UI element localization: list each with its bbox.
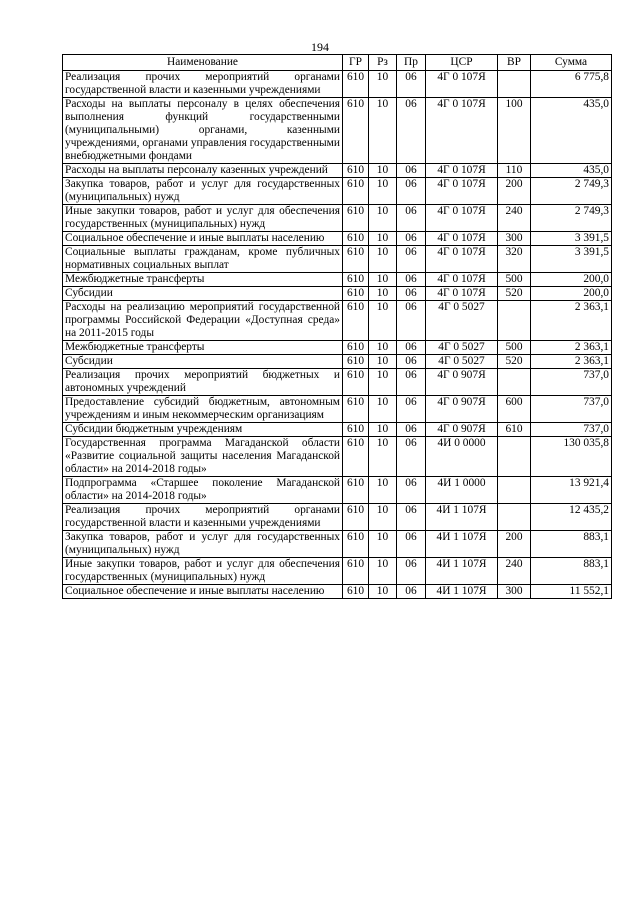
cell-sum: 130 035,8	[531, 437, 612, 477]
table-row	[63, 504, 612, 531]
cell-csr: 4Г 0 107Я	[426, 287, 498, 301]
cell-vr: 200	[498, 531, 531, 558]
cell-name: Межбюджетные трансферты	[63, 273, 343, 287]
cell-rz: 10	[369, 504, 397, 531]
cell-sum: 200,0	[531, 273, 612, 287]
cell-pr: 06	[397, 504, 426, 531]
cell-name: Государственная программа Магаданской области «Развитие социальной защиты населения Магаданской области» на 2014-2018 годы»	[63, 437, 343, 477]
cell-csr: 4Г 0 107Я	[426, 71, 498, 98]
table-row	[63, 355, 612, 369]
cell-rz: 10	[369, 301, 397, 341]
cell-pr: 06	[397, 273, 426, 287]
cell-rz: 10	[369, 558, 397, 585]
table-row	[63, 246, 612, 273]
cell-vr: 100	[498, 98, 531, 164]
cell-name: Закупка товаров, работ и услуг для государственных (муниципальных) нужд	[63, 531, 343, 558]
cell-name: Расходы на выплаты персоналу казенных учреждений	[63, 164, 343, 178]
cell-rz: 10	[369, 477, 397, 504]
cell-gr: 610	[343, 205, 369, 232]
cell-gr: 610	[343, 585, 369, 599]
cell-rz: 10	[369, 531, 397, 558]
header-csr: ЦСР	[426, 55, 498, 71]
cell-sum: 11 552,1	[531, 585, 612, 599]
cell-sum: 883,1	[531, 558, 612, 585]
table-row	[63, 178, 612, 205]
cell-csr: 4Г 0 107Я	[426, 246, 498, 273]
cell-pr: 06	[397, 531, 426, 558]
cell-gr: 610	[343, 341, 369, 355]
cell-gr: 610	[343, 355, 369, 369]
cell-sum: 2 363,1	[531, 341, 612, 355]
cell-vr: 240	[498, 558, 531, 585]
cell-vr	[498, 301, 531, 341]
cell-sum: 3 391,5	[531, 246, 612, 273]
cell-pr: 06	[397, 585, 426, 599]
cell-vr	[498, 71, 531, 98]
cell-gr: 610	[343, 246, 369, 273]
cell-gr: 610	[343, 232, 369, 246]
cell-name: Расходы на выплаты персоналу в целях обеспечения выполнения функций государственными (муниципальными) органами, казенными учреждениями, органами управления государственными внебюджетными фондами	[63, 98, 343, 164]
table-row	[63, 531, 612, 558]
cell-rz: 10	[369, 287, 397, 301]
table-row	[63, 164, 612, 178]
cell-name: Межбюджетные трансферты	[63, 341, 343, 355]
cell-csr: 4И 1 0000	[426, 477, 498, 504]
cell-csr: 4Г 0 107Я	[426, 178, 498, 205]
cell-rz: 10	[369, 355, 397, 369]
table-row	[63, 369, 612, 396]
cell-csr: 4И 1 107Я	[426, 531, 498, 558]
cell-gr: 610	[343, 287, 369, 301]
cell-name: Субсидии	[63, 355, 343, 369]
cell-sum: 2 363,1	[531, 301, 612, 341]
cell-pr: 06	[397, 355, 426, 369]
header-pr: Пр	[397, 55, 426, 71]
table-row	[63, 71, 612, 98]
table-row	[63, 396, 612, 423]
cell-name: Расходы на реализацию мероприятий государственной программы Российской Федерации «Доступная среда» на 2011-2015 годы	[63, 301, 343, 341]
cell-pr: 06	[397, 396, 426, 423]
header-name: Наименование	[63, 55, 343, 71]
table-row	[63, 423, 612, 437]
cell-rz: 10	[369, 369, 397, 396]
cell-vr: 240	[498, 205, 531, 232]
cell-csr: 4И 1 107Я	[426, 558, 498, 585]
table-row	[63, 287, 612, 301]
table-row	[63, 301, 612, 341]
cell-sum: 435,0	[531, 98, 612, 164]
cell-gr: 610	[343, 178, 369, 205]
table-row	[63, 437, 612, 477]
cell-rz: 10	[369, 396, 397, 423]
cell-gr: 610	[343, 273, 369, 287]
cell-name: Предоставление субсидий бюджетным, автономным учреждениям и иным некоммерческим организациям	[63, 396, 343, 423]
cell-pr: 06	[397, 423, 426, 437]
cell-sum: 6 775,8	[531, 71, 612, 98]
cell-vr: 500	[498, 273, 531, 287]
cell-pr: 06	[397, 437, 426, 477]
cell-csr: 4Г 0 107Я	[426, 164, 498, 178]
header-sum: Сумма	[531, 55, 612, 71]
cell-sum: 2 749,3	[531, 178, 612, 205]
cell-sum: 737,0	[531, 369, 612, 396]
table-row	[63, 477, 612, 504]
page-number: 194	[311, 40, 329, 54]
cell-vr: 110	[498, 164, 531, 178]
cell-gr: 610	[343, 396, 369, 423]
cell-pr: 06	[397, 301, 426, 341]
cell-gr: 610	[343, 164, 369, 178]
cell-rz: 10	[369, 437, 397, 477]
cell-name: Реализация прочих мероприятий бюджетных и автономных учреждений	[63, 369, 343, 396]
cell-vr: 610	[498, 423, 531, 437]
cell-csr: 4Г 0 107Я	[426, 205, 498, 232]
cell-csr: 4Г 0 5027	[426, 355, 498, 369]
cell-vr	[498, 369, 531, 396]
cell-vr: 300	[498, 232, 531, 246]
table-row	[63, 341, 612, 355]
cell-pr: 06	[397, 164, 426, 178]
cell-rz: 10	[369, 423, 397, 437]
cell-name: Подпрограмма «Старшее поколение Магаданской области» на 2014-2018 годы»	[63, 477, 343, 504]
cell-rz: 10	[369, 246, 397, 273]
cell-sum: 200,0	[531, 287, 612, 301]
cell-rz: 10	[369, 273, 397, 287]
cell-name: Субсидии	[63, 287, 343, 301]
table-row	[63, 232, 612, 246]
cell-csr: 4Г 0 5027	[426, 301, 498, 341]
table-row	[63, 205, 612, 232]
cell-rz: 10	[369, 232, 397, 246]
cell-name: Социальное обеспечение и иные выплаты населению	[63, 232, 343, 246]
cell-pr: 06	[397, 232, 426, 246]
cell-pr: 06	[397, 369, 426, 396]
cell-csr: 4Г 0 907Я	[426, 423, 498, 437]
cell-name: Иные закупки товаров, работ и услуг для обеспечения государственных (муниципальных) нужд	[63, 558, 343, 585]
cell-name: Реализация прочих мероприятий органами государственной власти и казенными учреждениями	[63, 71, 343, 98]
cell-sum: 13 921,4	[531, 477, 612, 504]
cell-pr: 06	[397, 71, 426, 98]
table-row	[63, 273, 612, 287]
cell-csr: 4Г 0 107Я	[426, 98, 498, 164]
cell-sum: 737,0	[531, 396, 612, 423]
cell-csr: 4И 0 0000	[426, 437, 498, 477]
cell-vr	[498, 504, 531, 531]
cell-rz: 10	[369, 164, 397, 178]
cell-csr: 4Г 0 907Я	[426, 396, 498, 423]
cell-pr: 06	[397, 98, 426, 164]
cell-pr: 06	[397, 341, 426, 355]
cell-name: Субсидии бюджетным учреждениям	[63, 423, 343, 437]
cell-pr: 06	[397, 205, 426, 232]
table-row	[63, 98, 612, 164]
cell-name: Социальные выплаты гражданам, кроме публичных нормативных социальных выплат	[63, 246, 343, 273]
cell-sum: 2 749,3	[531, 205, 612, 232]
header-gr: ГР	[343, 55, 369, 71]
cell-csr: 4Г 0 107Я	[426, 273, 498, 287]
cell-sum: 737,0	[531, 423, 612, 437]
header-rz: Рз	[369, 55, 397, 71]
cell-name: Социальное обеспечение и иные выплаты населению	[63, 585, 343, 599]
cell-vr: 520	[498, 355, 531, 369]
cell-sum: 435,0	[531, 164, 612, 178]
cell-gr: 610	[343, 504, 369, 531]
cell-gr: 610	[343, 477, 369, 504]
budget-table	[62, 54, 612, 599]
cell-vr: 500	[498, 341, 531, 355]
table-row	[63, 585, 612, 599]
cell-gr: 610	[343, 369, 369, 396]
cell-rz: 10	[369, 585, 397, 599]
cell-sum: 2 363,1	[531, 355, 612, 369]
cell-pr: 06	[397, 477, 426, 504]
cell-vr: 520	[498, 287, 531, 301]
cell-csr: 4Г 0 107Я	[426, 232, 498, 246]
table-row	[63, 558, 612, 585]
cell-vr: 300	[498, 585, 531, 599]
cell-vr	[498, 437, 531, 477]
cell-vr: 200	[498, 178, 531, 205]
cell-name: Закупка товаров, работ и услуг для государственных (муниципальных) нужд	[63, 178, 343, 205]
cell-pr: 06	[397, 558, 426, 585]
cell-gr: 610	[343, 98, 369, 164]
cell-vr: 320	[498, 246, 531, 273]
table-header-row	[63, 55, 612, 71]
cell-gr: 610	[343, 437, 369, 477]
cell-csr: 4И 1 107Я	[426, 504, 498, 531]
cell-gr: 610	[343, 301, 369, 341]
cell-sum: 883,1	[531, 531, 612, 558]
cell-rz: 10	[369, 205, 397, 232]
cell-csr: 4Г 0 907Я	[426, 369, 498, 396]
cell-csr: 4Г 0 5027	[426, 341, 498, 355]
cell-rz: 10	[369, 178, 397, 205]
cell-rz: 10	[369, 98, 397, 164]
cell-gr: 610	[343, 71, 369, 98]
cell-rz: 10	[369, 341, 397, 355]
cell-sum: 12 435,2	[531, 504, 612, 531]
cell-sum: 3 391,5	[531, 232, 612, 246]
header-vr: ВР	[498, 55, 531, 71]
cell-vr	[498, 477, 531, 504]
cell-name: Иные закупки товаров, работ и услуг для обеспечения государственных (муниципальных) нужд	[63, 205, 343, 232]
cell-pr: 06	[397, 178, 426, 205]
cell-vr: 600	[498, 396, 531, 423]
cell-name: Реализация прочих мероприятий органами государственной власти и казенными учреждениями	[63, 504, 343, 531]
cell-pr: 06	[397, 246, 426, 273]
cell-gr: 610	[343, 423, 369, 437]
cell-gr: 610	[343, 558, 369, 585]
cell-pr: 06	[397, 287, 426, 301]
cell-gr: 610	[343, 531, 369, 558]
cell-rz: 10	[369, 71, 397, 98]
cell-csr: 4И 1 107Я	[426, 585, 498, 599]
